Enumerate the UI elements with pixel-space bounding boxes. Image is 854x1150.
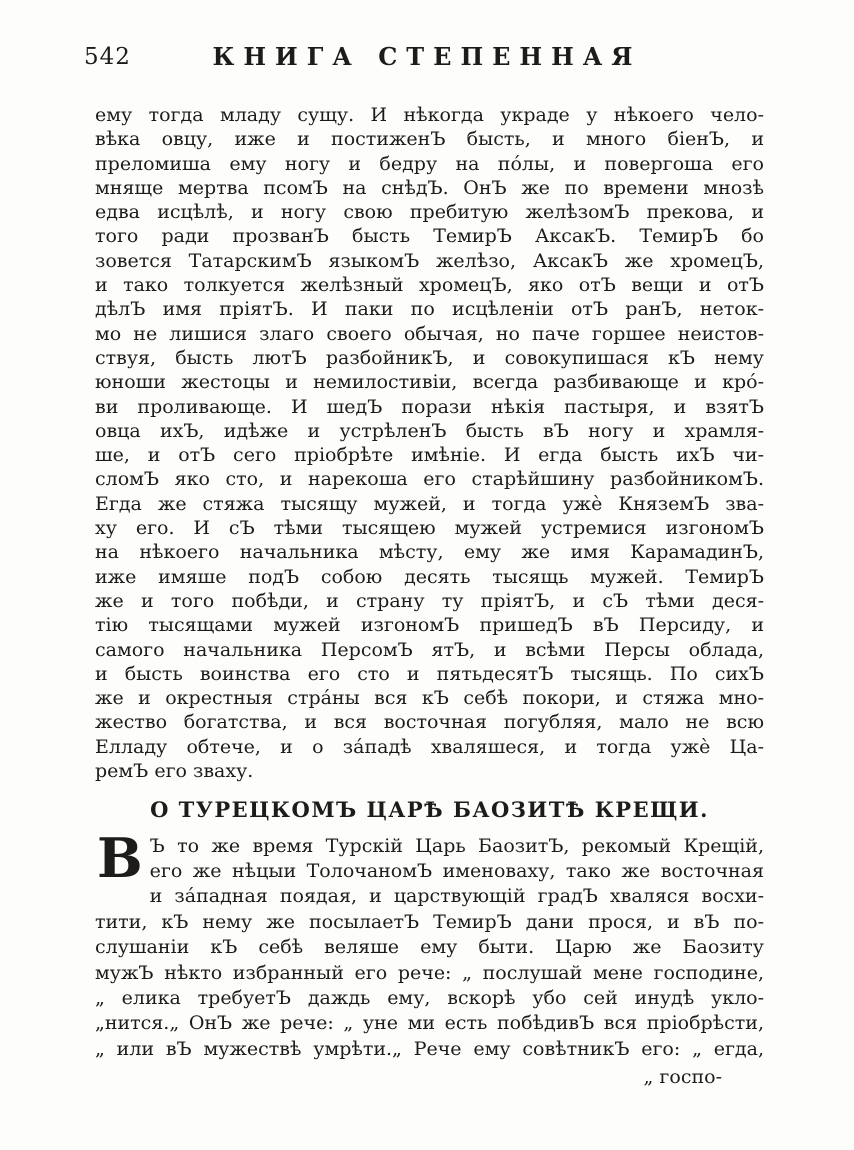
text-line: Елладу обтече, и о за́падѣ хваляшеся, и тогда ужѐ Ца-: [95, 735, 764, 758]
text-line: ему тогда младу сущу. И нѣкогда украде у нѣкоего чело-: [95, 104, 764, 126]
text-line: дѣлЪ имя пріятЪ. И паки по исцѣленіи отЪ ранЪ, неток-: [95, 298, 764, 321]
text-line: Егда же стяжа тысящу мужей, и тогда ужѐ КняземЪ зва-: [95, 492, 764, 515]
section-heading: О ТУРЕЦКОМЪ ЦАРѢ БАОЗИТѢ КРЕЩИ.: [150, 797, 709, 823]
drop-cap: В: [97, 825, 143, 890]
text-line: на нѣкоего начальника мѣсту, ему же имя КарамадинЪ,: [95, 541, 764, 564]
text-line: тію тысящами мужей изгономЪ пришедЪ вЪ Персиду, и: [95, 614, 764, 637]
catchword: „ госпо-: [643, 1066, 722, 1089]
text-line: же и того побѣди, и страну ту пріятЪ, и сЪ тѣми деся-: [95, 589, 764, 612]
text-line: „ елика требуетЪ даждь ему, вскорѣ убо сей инудѣ укло-: [95, 987, 764, 1010]
text-line: овца ихЪ, идѣже и устрѣленЪ бысть вЪ ногу и храмля-: [95, 419, 764, 442]
text-line: тити, кЪ нему же посылаетЪ ТемирЪ дани прося, и вЪ по-: [95, 910, 764, 933]
text-line: едва исцѣлѣ, и ногу свою пребитую желѣзомЪ прекова, и: [95, 201, 764, 224]
text-line: ви проливающе. И шедЪ порази нѣкія пастыря, и взятЪ: [95, 395, 764, 418]
text-line: ремЪ его зваху.: [95, 760, 254, 783]
text-line: вѣка овцу, иже и постиженЪ бысть, и много біенЪ, и: [95, 128, 764, 151]
text-line: сломЪ яко сто, и нарекоша его старѣйшину разбойникомЪ.: [95, 468, 764, 491]
text-line: и тако толкуется желѣзный хромецЪ, яко отЪ вещи и отЪ: [95, 274, 764, 297]
text-line: ше, и отЪ сего пріобрѣте имѣніе. И егда бысть ихЪ чи-: [95, 444, 764, 467]
text-line: зовется ТатарскимЪ языкомЪ желѣзо, АксакЪ же хромецЪ,: [95, 249, 764, 272]
paragraph-temir-aksak: [95, 103, 764, 783]
paragraph-lines-holder: [95, 825, 764, 1063]
text-line: Ъ то же время Турскій Царь БаозитЪ, рекомый Крещій,: [149, 834, 764, 857]
text-line: мняще мертва псомЪ на снѣдЪ. ОнЪ же по времени мнозѣ: [95, 176, 764, 199]
text-line: юноши жестоцы и немилостивіи, всегда разбивающе и кро́-: [95, 371, 764, 394]
text-line: ху его. И сЪ тѣми тысящею мужей устремися изгономЪ: [95, 517, 764, 540]
text-line: же и окрестныя стра́ны вся кЪ себѣ покори, и стяжа мно-: [95, 687, 764, 710]
body-text: [95, 103, 764, 1091]
text-line: иже имяше подЪ собою десять тысящь мужей. ТемирЪ: [95, 565, 764, 588]
text-line: самого начальника ПерсомЪ ятЪ, и всѣми Персы облада,: [95, 638, 764, 661]
text-line: того ради прозванЪ бысть ТемирЪ АксакЪ. ТемирЪ бо: [95, 225, 764, 248]
text-line: ствуя, бысть лютЪ разбойникЪ, и совокупишася кЪ нему: [95, 346, 764, 369]
text-line: преломиша ему ногу и бедру на по́лы, и повергоша его: [95, 152, 764, 175]
text-line: жество богатства, и вся восточная погубляя, мало не всю: [95, 711, 764, 734]
text-line: его же нѣцыи ТолочаномЪ именоваху, тако же восточная: [149, 860, 764, 883]
text-line: мужЪ нѣкто избранный его рече: „ послушай мене господине,: [95, 961, 764, 984]
text-line: „ или вЪ мужествѣ умрѣти.„ Рече ему совѣтникЪ его: „ егда,: [95, 1037, 764, 1060]
text-line: мо не лишися злаго своего обычая, но паче горшее неистов-: [95, 322, 764, 345]
paragraph-bayazid: [95, 825, 764, 1063]
page-number: 542: [84, 44, 131, 70]
text-line: и за́падная поядая, и царствующій градЪ хваляся восхи-: [149, 885, 764, 908]
page-header: [0, 0, 854, 76]
text-line: слушаніи кЪ себѣ веляше ему быти. Царю же Баозиту: [95, 936, 764, 959]
text-line: „нится.„ ОнЪ же рече: „ уне ми есть побѣдивЪ вся пріобрѣсти,: [95, 1012, 764, 1035]
running-title: КНИГА СТЕПЕННАЯ: [212, 42, 642, 71]
text-line: и бысть воинства его сто и пятьдесятЪ тысящь. По сихЪ: [95, 662, 764, 685]
